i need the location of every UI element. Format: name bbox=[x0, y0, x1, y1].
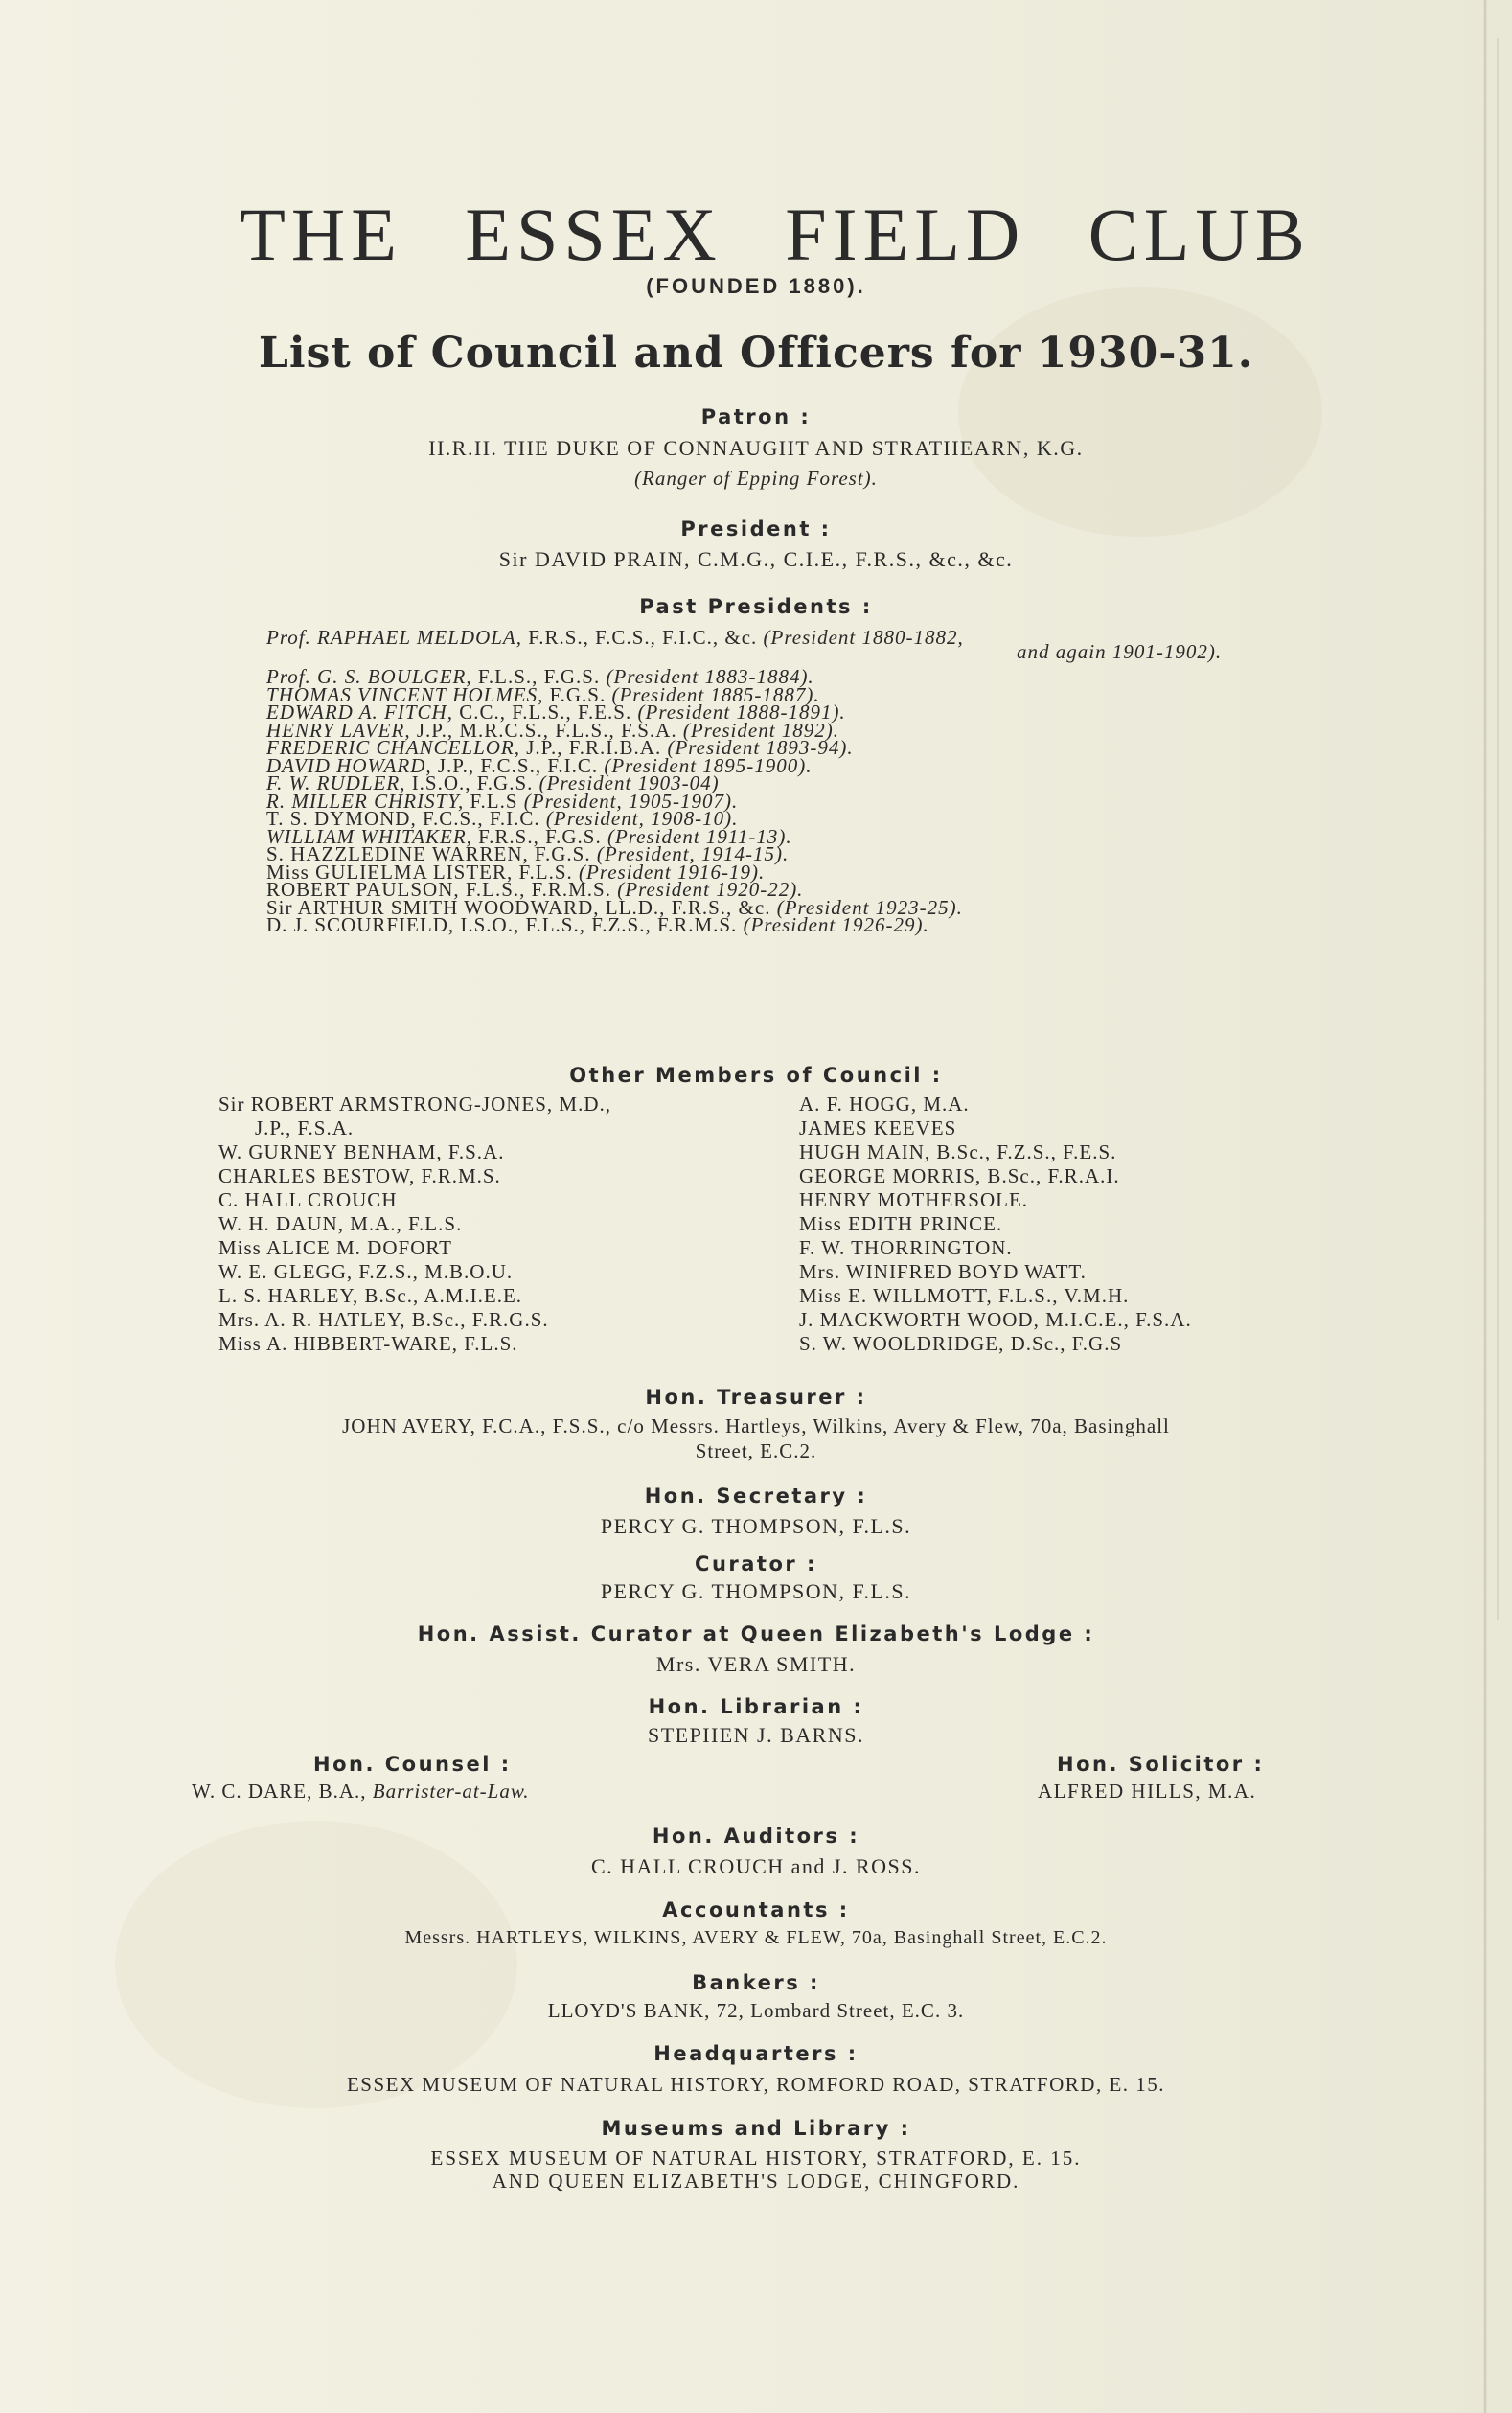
librarian-name: STEPHEN J. BARNS. bbox=[648, 1723, 864, 1747]
past-president-entry bbox=[1017, 640, 1222, 664]
past-president-name: HENRY LAVER, bbox=[266, 718, 411, 742]
founded-note: (FOUNDED 1880). bbox=[646, 274, 866, 298]
council-member: F. W. THORRINGTON. bbox=[799, 1236, 1013, 1259]
council-member: S. W. WOOLDRIDGE, D.Sc., F.G.S bbox=[799, 1332, 1123, 1355]
past-president-name: THOMAS VINCENT HOLMES, bbox=[266, 682, 544, 706]
past-president-name: D. J. SCOURFIELD, bbox=[266, 913, 455, 936]
past-president-qualifications: F.L.S., F.R.M.S. bbox=[459, 878, 611, 901]
past-president-name: Miss GULIELMA LISTER, bbox=[266, 860, 514, 884]
patron-heading: Patron : bbox=[700, 405, 812, 428]
council-member: Miss E. WILLMOTT, F.L.S., V.M.H. bbox=[799, 1284, 1130, 1307]
past-president-term: (President 1923-25). bbox=[770, 895, 963, 919]
solicitor-heading: Hon. Solicitor : bbox=[1057, 1753, 1265, 1776]
council-member: Miss EDITH PRINCE. bbox=[799, 1212, 1003, 1235]
page-title: THE ESSEX FIELD CLUB bbox=[240, 193, 1311, 276]
past-president-term: (President 1920-22). bbox=[611, 878, 804, 901]
past-president-qualifications: J.P., F.R.I.B.A. bbox=[520, 736, 662, 759]
council-member: Miss A. HIBBERT-WARE, F.L.S. bbox=[218, 1332, 518, 1355]
past-president-term: (President, 1914-15). bbox=[590, 842, 790, 865]
past-president-qualifications: F.L.S., F.G.S. bbox=[471, 665, 601, 688]
past-president-name: S. HAZZLEDINE WARREN, bbox=[266, 842, 529, 865]
curator-name: PERCY G. THOMPSON, F.L.S. bbox=[600, 1579, 912, 1603]
patron-name: H.R.H. THE DUKE OF CONNAUGHT AND STRATHEARN, K.G. bbox=[428, 436, 1084, 460]
past-president-qualifications: F.C.S., F.I.C. bbox=[416, 807, 540, 830]
council-member: J.P., F.S.A. bbox=[255, 1116, 355, 1139]
librarian-heading: Hon. Librarian : bbox=[648, 1695, 864, 1718]
past-president-qualifications: J.P., M.R.C.S., F.L.S., F.S.A. bbox=[410, 718, 677, 742]
past-president-entry bbox=[266, 626, 964, 650]
council-member: C. HALL CROUCH bbox=[218, 1188, 398, 1211]
past-president-entry bbox=[266, 913, 929, 937]
counsel-name bbox=[192, 1780, 530, 1804]
assist-curator-name: Mrs. VERA SMITH. bbox=[655, 1652, 857, 1676]
president-name: Sir DAVID PRAIN, C.M.G., C.I.E., F.R.S., &c., &c. bbox=[498, 547, 1014, 571]
past-president-name: EDWARD A. FITCH, bbox=[266, 701, 453, 724]
council-member: GEORGE MORRIS, B.Sc., F.R.A.I. bbox=[799, 1164, 1120, 1187]
council-member: W. GURNEY BENHAM, F.S.A. bbox=[218, 1140, 505, 1163]
past-president-qualifications: F.L.S bbox=[464, 789, 518, 813]
council-member: J. MACKWORTH WOOD, M.I.C.E., F.S.A. bbox=[799, 1308, 1192, 1331]
past-president-term: (President, 1908-10). bbox=[539, 807, 739, 830]
past-president-term: (President 1903-04) bbox=[533, 771, 720, 794]
past-president-qualifications: F.R.S., F.C.S., F.I.C., &c. bbox=[522, 626, 758, 649]
curator-heading: Curator : bbox=[695, 1552, 817, 1575]
treasurer-heading: Hon. Treasurer : bbox=[645, 1386, 867, 1409]
accountants-heading: Accountants : bbox=[662, 1898, 850, 1921]
past-president-name: Sir ARTHUR SMITH WOODWARD, bbox=[266, 895, 600, 919]
council-member: Mrs. WINIFRED BOYD WATT. bbox=[799, 1260, 1087, 1283]
president-heading: President : bbox=[680, 517, 832, 540]
auditors-name: C. HALL CROUCH and J. ROSS. bbox=[590, 1854, 922, 1878]
page-subtitle: List of Council and Officers for 1930-31. bbox=[258, 329, 1254, 378]
council-member: Mrs. A. R. HATLEY, B.Sc., F.R.G.S. bbox=[218, 1308, 549, 1331]
council-heading: Other Members of Council : bbox=[569, 1064, 943, 1087]
past-president-name: F. W. RUDLER, bbox=[266, 771, 406, 794]
past-president-term: and again 1901-1902). bbox=[1017, 639, 1223, 663]
bankers-name: LLOYD'S BANK, 72, Lombard Street, E.C. 3. bbox=[547, 1999, 965, 2022]
museums-heading: Museums and Library : bbox=[601, 2117, 911, 2140]
past-president-qualifications: J.P., F.C.S., F.I.C. bbox=[431, 753, 599, 777]
accountants-name: Messrs. HARTLEYS, WILKINS, AVERY & FLEW, 70a, Basinghall Street, E.C.2. bbox=[404, 1927, 1108, 1948]
past-president-qualifications: F.G.S. bbox=[528, 842, 591, 865]
past-president-term: (President 1911-13). bbox=[601, 824, 792, 848]
past-president-qualifications: I.S.O., F.G.S. bbox=[405, 771, 534, 794]
treasurer-line-1: JOHN AVERY, F.C.A., F.S.S., c/o Messrs. Hartleys, Wilkins, Avery & Flew, 70a, Basinghall bbox=[342, 1414, 1170, 1437]
past-president-term: (President 1885-1887). bbox=[606, 682, 820, 706]
auditors-heading: Hon. Auditors : bbox=[652, 1825, 860, 1848]
counsel-heading: Hon. Counsel : bbox=[313, 1753, 512, 1776]
past-president-name: T. S. DYMOND, bbox=[266, 807, 417, 830]
council-member: L. S. HARLEY, B.Sc., A.M.I.E.E. bbox=[218, 1284, 523, 1307]
secretary-name: PERCY G. THOMPSON, F.L.S. bbox=[600, 1514, 912, 1538]
past-president-qualifications: LL.D., F.R.S., &c. bbox=[599, 895, 771, 919]
council-member: CHARLES BESTOW, F.R.M.S. bbox=[218, 1164, 501, 1187]
past-president-name: Prof. G. S. BOULGER, bbox=[266, 665, 472, 688]
museums-line-1: ESSEX MUSEUM OF NATURAL HISTORY, STRATFORD, E. 15. bbox=[430, 2147, 1082, 2170]
museums-line-2: AND QUEEN ELIZABETH'S LODGE, CHINGFORD. bbox=[492, 2170, 1020, 2193]
patron-note: (Ranger of Epping Forest). bbox=[634, 467, 878, 490]
past-president-name: DAVID HOWARD, bbox=[266, 753, 432, 777]
bankers-heading: Bankers : bbox=[692, 1971, 820, 1994]
past-president-term: (President 1880-1882, bbox=[757, 626, 964, 649]
council-member: W. H. DAUN, M.A., F.L.S. bbox=[218, 1212, 463, 1235]
treasurer-line-2: Street, E.C.2. bbox=[695, 1439, 817, 1462]
past-president-qualifications: F.G.S. bbox=[543, 682, 607, 706]
council-member: Sir ROBERT ARMSTRONG-JONES, M.D., bbox=[218, 1092, 611, 1115]
past-president-term: (President 1895-1900). bbox=[598, 753, 813, 777]
counsel-name-text: W. C. DARE, B.A., bbox=[192, 1780, 367, 1803]
secretary-heading: Hon. Secretary : bbox=[644, 1484, 868, 1507]
past-president-term: (President 1883-1884). bbox=[600, 665, 814, 688]
past-president-qualifications: F.R.S., F.G.S. bbox=[471, 824, 602, 848]
council-member: HUGH MAIN, B.Sc., F.Z.S., F.E.S. bbox=[799, 1140, 1117, 1163]
past-president-name: WILLIAM WHITAKER, bbox=[266, 824, 472, 848]
past-president-name: Prof. RAPHAEL MELDOLA, bbox=[266, 626, 522, 649]
council-member: HENRY MOTHERSOLE. bbox=[799, 1188, 1029, 1211]
council-member: W. E. GLEGG, F.Z.S., M.B.O.U. bbox=[218, 1260, 514, 1283]
past-president-qualifications: I.S.O., F.L.S., F.Z.S., F.R.M.S. bbox=[454, 913, 738, 936]
solicitor-name: ALFRED HILLS, M.A. bbox=[1038, 1780, 1257, 1803]
past-president-term: (President 1926-29). bbox=[737, 913, 929, 936]
past-president-term: (President, 1905-1907). bbox=[517, 789, 739, 813]
headquarters-name: ESSEX MUSEUM OF NATURAL HISTORY, ROMFORD ROAD, STRATFORD, E. 15. bbox=[346, 2073, 1166, 2096]
past-president-qualifications: F.L.S. bbox=[513, 860, 573, 884]
counsel-name-suffix: Barrister-at-Law. bbox=[366, 1780, 530, 1803]
council-left-column bbox=[218, 1092, 611, 1356]
past-president-name: R. MILLER CHRISTY, bbox=[266, 789, 465, 813]
past-president-term: (President 1916-19). bbox=[572, 860, 766, 884]
past-president-name: ROBERT PAULSON, bbox=[266, 878, 460, 901]
past-president-term: (President 1893-94). bbox=[661, 736, 854, 759]
assist-curator-heading: Hon. Assist. Curator at Queen Elizabeth's Lodge : bbox=[417, 1622, 1095, 1645]
council-member: JAMES KEEVES bbox=[799, 1116, 957, 1139]
headquarters-heading: Headquarters : bbox=[653, 2042, 859, 2065]
council-right-column bbox=[799, 1092, 1192, 1356]
past-president-term: (President 1888-1891). bbox=[631, 701, 846, 724]
past-president-qualifications: C.C., F.L.S., F.E.S. bbox=[452, 701, 632, 724]
past-presidents-heading: Past Presidents : bbox=[639, 595, 873, 618]
council-member: A. F. HOGG, M.A. bbox=[799, 1092, 970, 1115]
council-member: Miss ALICE M. DOFORT bbox=[218, 1236, 452, 1259]
past-president-term: (President 1892). bbox=[676, 718, 840, 742]
past-president-name: FREDERIC CHANCELLOR, bbox=[266, 736, 520, 759]
